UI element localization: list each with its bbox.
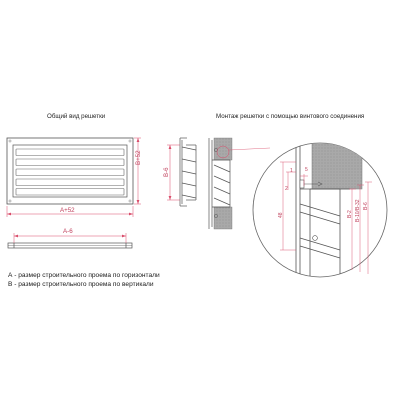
general-view-title: Общий вид решетки xyxy=(47,113,106,120)
detail-wall-block xyxy=(312,140,362,189)
bottom-view xyxy=(8,243,132,248)
detail-label-1: 1 xyxy=(290,168,293,174)
detail-label-48: 48 xyxy=(278,212,284,218)
bottom-width-label: A-6 xyxy=(63,228,73,235)
front-outer-frame xyxy=(7,138,133,204)
detail-label-5: 5 xyxy=(305,167,308,173)
front-width-label: A+52 xyxy=(60,207,75,214)
side-view xyxy=(180,138,196,206)
wall-lower xyxy=(214,207,232,229)
legend-a: А - размер строительного проема по горизонтали xyxy=(8,272,160,279)
front-height-label: B+52 xyxy=(135,150,142,165)
front-slats xyxy=(16,149,124,195)
detail-label-b10: B-10/B-32 xyxy=(355,199,361,222)
front-inner-frame xyxy=(13,145,127,197)
legend-b: В - размер строительного проема по вертикали xyxy=(8,281,154,288)
mounting-title: Монтаж решетки с помощью винтового соединения xyxy=(216,113,365,120)
side-height-label: B-6 xyxy=(163,167,170,177)
detail-hinge xyxy=(313,236,318,241)
detail-magnified xyxy=(253,140,387,280)
wall-upper xyxy=(214,138,232,160)
detail-label-b2: B-2 xyxy=(347,210,353,218)
detail-label-2: 2 xyxy=(285,186,288,192)
front-height-dimension xyxy=(134,138,141,204)
front-view xyxy=(7,138,141,217)
detail-label-b6: B-6 xyxy=(363,202,369,210)
